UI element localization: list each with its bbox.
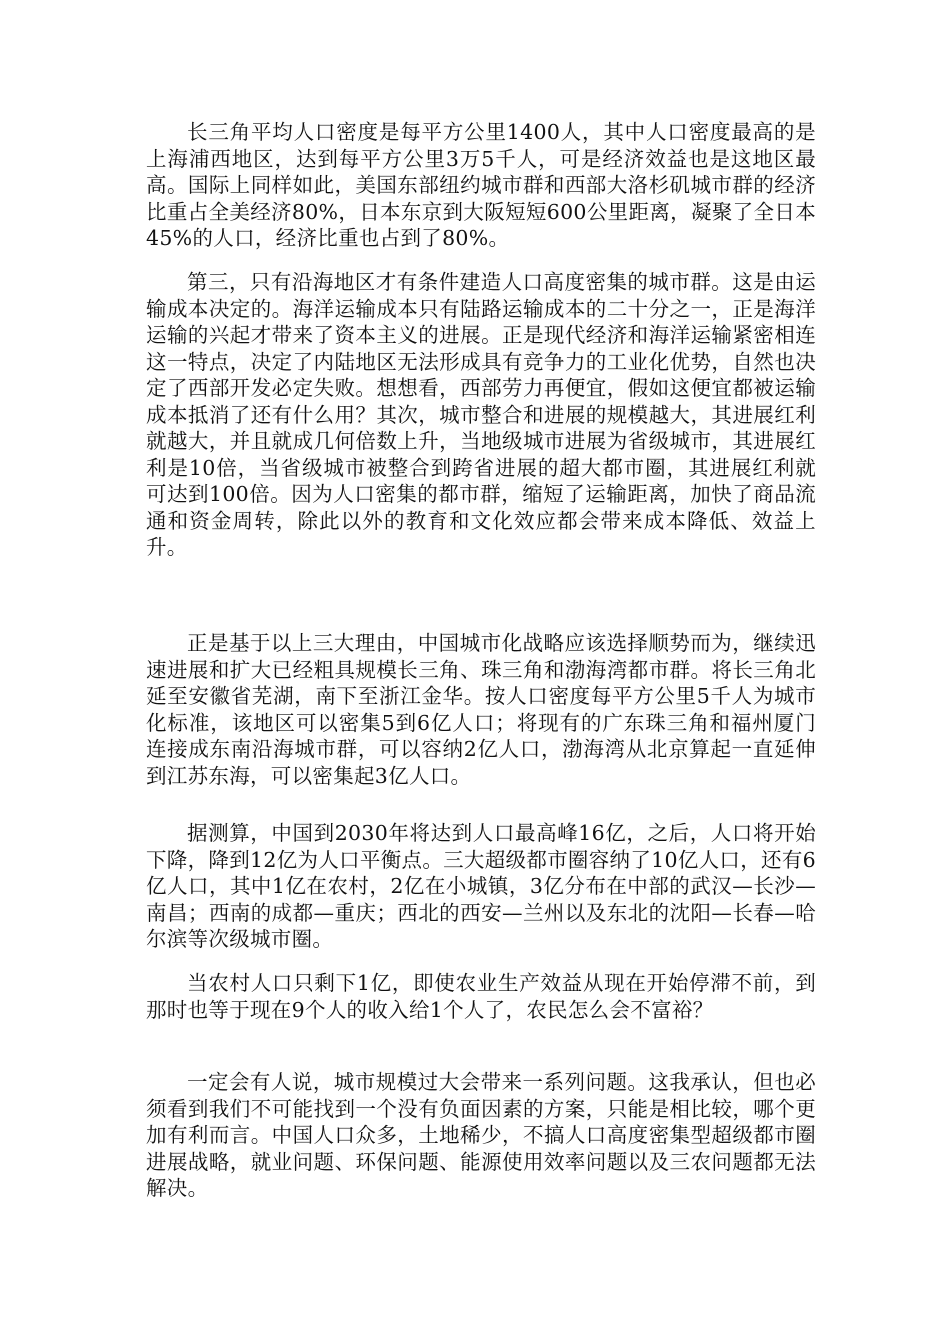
- paragraph-1: 长三角平均人口密度是每平方公里1400人，其中人口密度最高的是上海浦西地区，达到每平方公里3万5千人，可是经济效益也是这地区最高。国际上同样如此，美国东部纽约城市群和西部大洛杉矶城市群的经济比重占全美经济80%，日本东京到大阪短短600公里距离，凝聚了全日本45%的人口，经济比重也占到了80%。: [146, 120, 816, 250]
- paragraph-2: 第三，只有沿海地区才有条件建造人口高度密集的城市群。这是由运输成本决定的。海洋运输成本只有陆路运输成本的二十分之一，正是海洋运输的兴起才带来了资本主义的进展。正是现代经济和海洋运输紧密相连这一特点，决定了内陆地区无法形成具有竞争力的工业化优势，自然也决定了西部开发必定失败。想想看，西部劳力再便宜，假如这便宜都被运输成本抵消了还有什么用？其次，城市整合和进展的规模越大，其进展红利就越大，并且就成几何倍数上升，当地级城市进展为省级城市，其进展红利是10倍，当省级城市被整合到跨省进展的超大都市圈，其进展红利就可达到100倍。因为人口密集的都市群，缩短了运输距离，加快了商品流通和资金周转，除此以外的教育和文化效应都会带来成本降低、效益上升。: [146, 270, 816, 559]
- paragraph-3: 正是基于以上三大理由，中国城市化战略应该选择顺势而为，继续迅速进展和扩大已经粗具规模长三角、珠三角和渤海湾都市群。将长三角北延至安徽省芜湖，南下至浙江金华。按人口密度每平方公里5千人为城市化标准，该地区可以密集5到6亿人口；将现有的广东珠三角和福州厦门连接成东南沿海城市群，可以容纳2亿人口，渤海湾从北京算起一直延伸到江苏东海，可以密集起3亿人口。: [146, 631, 816, 788]
- paragraph-6: 一定会有人说，城市规模过大会带来一系列问题。这我承认，但也必须看到我们不可能找到一个没有负面因素的方案，只能是相比较，哪个更加有利而言。中国人口众多，土地稀少，不搞人口高度密集型超级都市圈进展战略，就业问题、环保问题、能源使用效率问题以及三农问题都无法解决。: [146, 1070, 816, 1200]
- paragraph-4: 据测算，中国到2030年将达到人口最高峰16亿，之后，人口将开始下降，降到12亿为人口平衡点。三大超级都市圈容纳了10亿人口，还有6亿人口，其中1亿在农村，2亿在小城镇，3亿分布在中部的武汉—长沙—南昌；西南的成都—重庆；西北的西安—兰州以及东北的沈阳—长春—哈尔滨等次级城市圈。: [146, 821, 816, 951]
- paragraph-5: 当农村人口只剩下1亿，即使农业生产效益从现在开始停滞不前，到那时也等于现在9个人的收入给1个人了，农民怎么会不富裕？: [146, 971, 816, 1022]
